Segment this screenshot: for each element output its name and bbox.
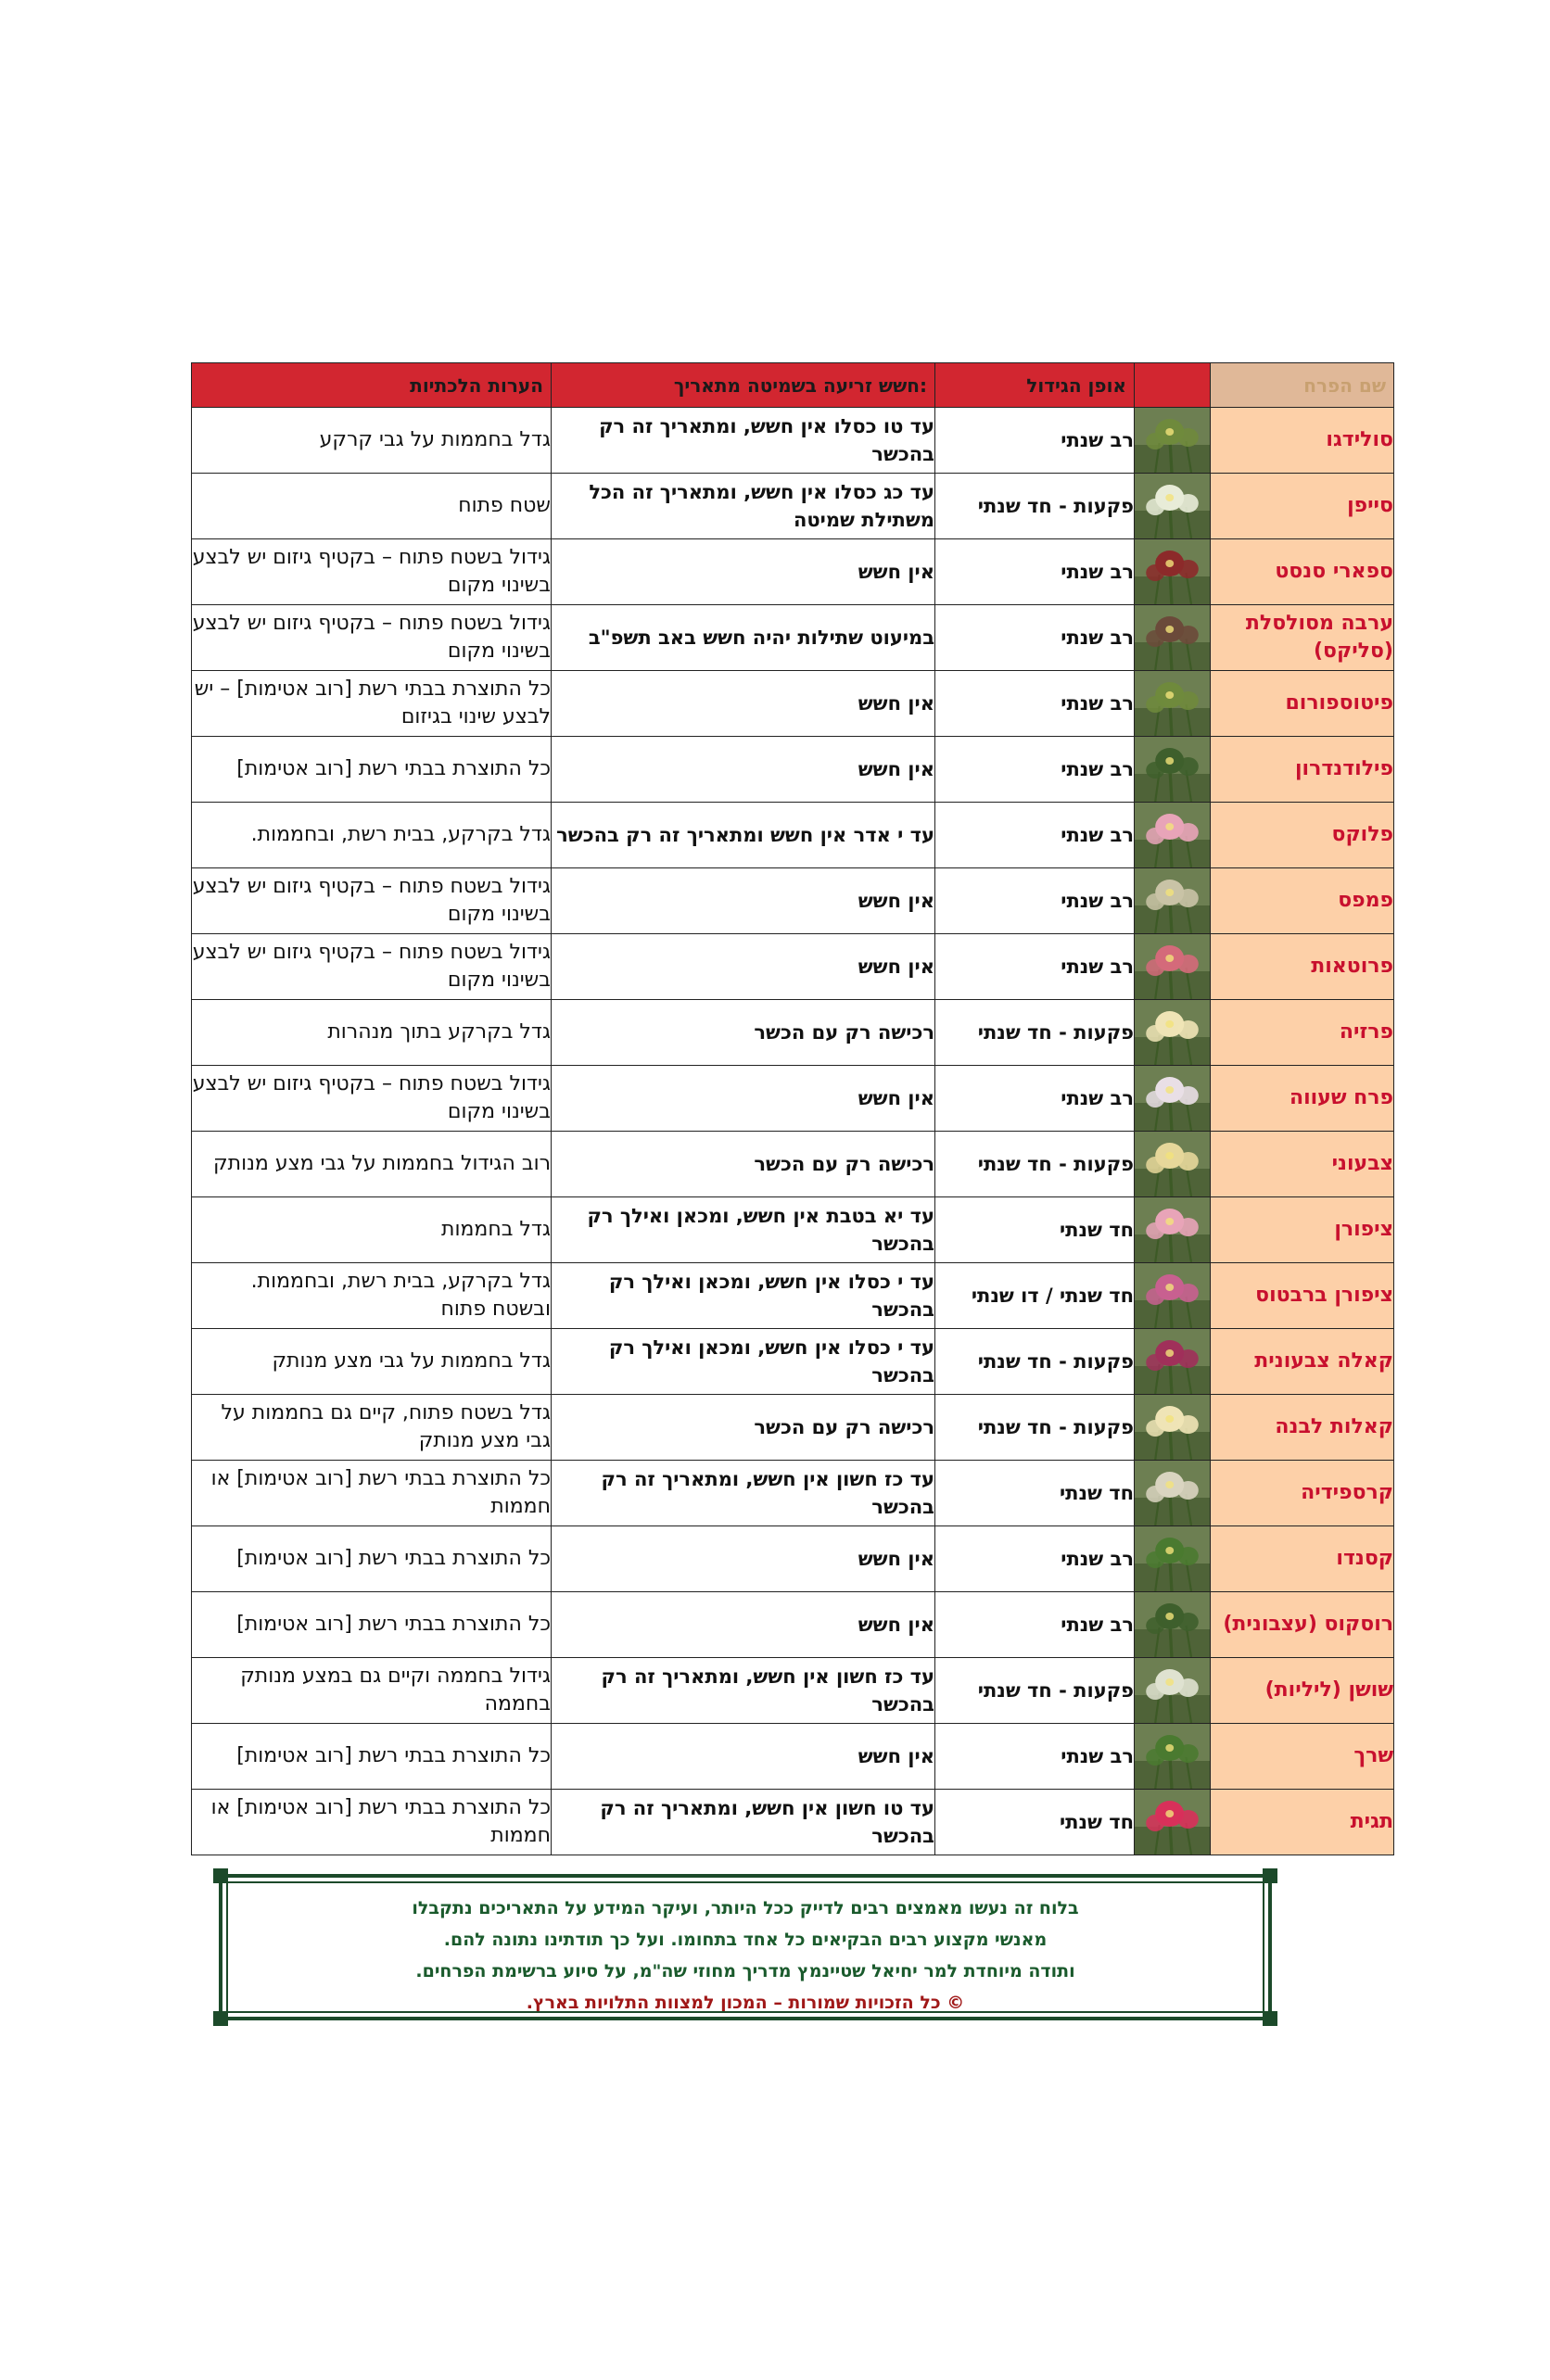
table-row — [192, 934, 1394, 1000]
row-method: חד שנתי — [935, 1197, 1135, 1263]
row-notes: כל התוצרת בבתי רשת [רוב אטימות] — [192, 1592, 552, 1658]
row-risk: עד כג כסלו אין חשש, ומתאריך זה הכל משתילת שמיטה — [552, 474, 935, 539]
row-notes: גדל בחממות — [192, 1197, 552, 1263]
row-image-cell — [1135, 1263, 1211, 1329]
table-row — [192, 1790, 1394, 1855]
row-flower-name: פלוקס — [1211, 803, 1394, 868]
row-method: פקעות - חד שנתי — [935, 1658, 1135, 1724]
row-risk: אין חשש — [552, 539, 935, 605]
table-row — [192, 1263, 1394, 1329]
row-flower-name: רוסקוס (עצבונית) — [1211, 1592, 1394, 1658]
flower-photo — [1135, 737, 1210, 802]
table-row — [192, 605, 1394, 671]
row-risk: אין חשש — [552, 671, 935, 737]
flower-photo — [1135, 1329, 1210, 1394]
flower-photo — [1135, 605, 1210, 670]
flower-photo — [1135, 803, 1210, 867]
row-image-cell — [1135, 1790, 1211, 1855]
table-row — [192, 408, 1394, 474]
row-risk: עד יא בטבת אין חשש, ומכאן ואילך רק בהכשר — [552, 1197, 935, 1263]
row-risk: רכישה רק עם הכשר — [552, 1132, 935, 1197]
row-method: חד שנתי — [935, 1461, 1135, 1526]
flower-photo — [1135, 934, 1210, 999]
flower-photo — [1135, 1592, 1210, 1657]
frame-corner-ornament — [213, 1868, 228, 1883]
row-risk: עד טו חשון אין חשש, ומתאריך זה רק בהכשר — [552, 1790, 935, 1855]
row-risk: רכישה רק עם הכשר — [552, 1395, 935, 1461]
flower-photo — [1135, 1132, 1210, 1196]
row-method: רב שנתי — [935, 605, 1135, 671]
row-image-cell — [1135, 1066, 1211, 1132]
row-image-cell — [1135, 1000, 1211, 1066]
flower-photo — [1135, 474, 1210, 538]
row-image-cell — [1135, 1132, 1211, 1197]
row-risk: עד כז חשון אין חשש, ומתאריך זה רק בהכשר — [552, 1461, 935, 1526]
table-row — [192, 539, 1394, 605]
copyright-line: © כל הזכויות שמורות – המכון למצוות התלויות בארץ. — [526, 1993, 965, 2013]
flower-photo — [1135, 1724, 1210, 1789]
row-image-cell — [1135, 1526, 1211, 1592]
row-image-cell — [1135, 1592, 1211, 1658]
row-notes: כל התוצרת בבתי רשת [רוב אטימות] או חממות — [192, 1461, 552, 1526]
flower-photo — [1135, 868, 1210, 933]
row-image-cell — [1135, 1461, 1211, 1526]
header-notes: הערות הלכתיות — [192, 363, 552, 408]
row-method: חד שנתי / דו שנתי — [935, 1263, 1135, 1329]
row-flower-name: קאלה צבעונית — [1211, 1329, 1394, 1395]
row-notes: גידול בחממה וקיים גם במצע מנותק בחממה — [192, 1658, 552, 1724]
header-method: אופן הגידול — [935, 363, 1135, 408]
table-row — [192, 1592, 1394, 1658]
credits-box — [219, 1874, 1272, 2020]
header-image — [1135, 363, 1211, 408]
row-notes: גדל בשטח פתוח, קיים גם בחממות על גבי מצע מנותק — [192, 1395, 552, 1461]
row-notes: כל התוצרת בבתי רשת [רוב אטימות] — [192, 1526, 552, 1592]
row-image-cell — [1135, 474, 1211, 539]
flower-photo — [1135, 1066, 1210, 1131]
flower-photo — [1135, 1461, 1210, 1525]
row-notes: גידול בשטח פתוח – בקטיף גיזום יש לבצע בשינוי מקום — [192, 934, 552, 1000]
table-row — [192, 474, 1394, 539]
row-method: רב שנתי — [935, 1066, 1135, 1132]
row-notes: גדל בחממות על גבי מצע מנותק — [192, 1329, 552, 1395]
row-method: רב שנתי — [935, 1592, 1135, 1658]
row-method: רב שנתי — [935, 408, 1135, 474]
table-header-row — [192, 363, 1394, 408]
row-image-cell — [1135, 737, 1211, 803]
row-image-cell — [1135, 1724, 1211, 1790]
flower-photo — [1135, 671, 1210, 736]
row-flower-name: ציפורן ברבטוס — [1211, 1263, 1394, 1329]
row-risk: עד י כסלו אין חשש, ומכאן ואילך רק בהכשר — [552, 1329, 935, 1395]
row-notes: גדל בקרקע, בבית רשת, ובחממות. — [192, 803, 552, 868]
row-notes: גידול בשטח פתוח – בקטיף גיזום יש לבצע בשינוי מקום — [192, 539, 552, 605]
row-image-cell — [1135, 934, 1211, 1000]
flower-photo — [1135, 1526, 1210, 1591]
flowers-table — [191, 362, 1394, 1855]
row-method: רב שנתי — [935, 737, 1135, 803]
header-risk: חשש זריעה בשמיטה מתאריך: — [552, 363, 935, 408]
flower-photo — [1135, 1263, 1210, 1328]
row-method: פקעות - חד שנתי — [935, 474, 1135, 539]
row-flower-name: פיטוספורום — [1211, 671, 1394, 737]
row-image-cell — [1135, 1658, 1211, 1724]
row-image-cell — [1135, 671, 1211, 737]
table-row — [192, 868, 1394, 934]
table-row — [192, 1132, 1394, 1197]
row-notes: גידול בשטח פתוח – בקטיף גיזום יש לבצע בשינוי מקום — [192, 868, 552, 934]
row-notes: גידול בשטח פתוח – בקטיף גיזום יש לבצע בשינוי מקום — [192, 605, 552, 671]
table-row — [192, 1197, 1394, 1263]
row-flower-name: שרך — [1211, 1724, 1394, 1790]
row-flower-name: פרוטאות — [1211, 934, 1394, 1000]
row-flower-name: קסנדו — [1211, 1526, 1394, 1592]
row-notes: רוב הגידול בחממות על גבי מצע מנותק — [192, 1132, 552, 1197]
table-row — [192, 1066, 1394, 1132]
row-risk: במיעוט שתילות יהיה חשש באב תשפ"ב — [552, 605, 935, 671]
row-risk: עד י כסלו אין חשש, ומכאן ואילך רק בהכשר — [552, 1263, 935, 1329]
row-flower-name: סולידגו — [1211, 408, 1394, 474]
table-row — [192, 1329, 1394, 1395]
row-flower-name: תגית — [1211, 1790, 1394, 1855]
row-risk: אין חשש — [552, 1724, 935, 1790]
row-risk: אין חשש — [552, 1592, 935, 1658]
frame-corner-ornament — [1263, 1868, 1277, 1883]
table-row — [192, 671, 1394, 737]
table-row — [192, 1724, 1394, 1790]
flower-photo — [1135, 539, 1210, 604]
row-method: רב שנתי — [935, 1526, 1135, 1592]
row-notes: גדל בקרקע, בבית רשת, ובחממות. ובשטח פתוח — [192, 1263, 552, 1329]
flower-photo — [1135, 1000, 1210, 1065]
header-name: שם הפרח — [1211, 363, 1394, 408]
table-row — [192, 1000, 1394, 1066]
row-method: פקעות - חד שנתי — [935, 1000, 1135, 1066]
row-risk: עד כז חשון אין חשש, ומתאריך זה רק בהכשר — [552, 1658, 935, 1724]
row-flower-name: צבעוני — [1211, 1132, 1394, 1197]
row-flower-name: פרזיה — [1211, 1000, 1394, 1066]
row-method: רב שנתי — [935, 803, 1135, 868]
row-notes: כל התוצרת בבתי רשת [רוב אטימות] — [192, 737, 552, 803]
credits-line-3: ותודה מיוחדת למר יחיאל שטיינמץ מדריך מחוזי שה"מ, על סיוע ברשימת הפרחים. — [415, 1961, 1075, 1981]
flower-photo — [1135, 1395, 1210, 1460]
row-flower-name: סייפן — [1211, 474, 1394, 539]
table-row — [192, 1395, 1394, 1461]
row-image-cell — [1135, 1395, 1211, 1461]
row-risk: אין חשש — [552, 737, 935, 803]
row-method: רב שנתי — [935, 1724, 1135, 1790]
row-flower-name: שושן (ליליות) — [1211, 1658, 1394, 1724]
row-notes: גדל בקרקע בתוך מנהרות — [192, 1000, 552, 1066]
row-method: פקעות - חד שנתי — [935, 1395, 1135, 1461]
row-image-cell — [1135, 408, 1211, 474]
frame-corner-ornament — [213, 2011, 228, 2026]
row-notes: כל התוצרת בבתי רשת [רוב אטימות] — [192, 1724, 552, 1790]
flower-photo — [1135, 408, 1210, 473]
row-risk: אין חשש — [552, 934, 935, 1000]
flower-photo — [1135, 1197, 1210, 1262]
row-method: רב שנתי — [935, 539, 1135, 605]
frame-corner-ornament — [1263, 2011, 1277, 2026]
row-flower-name: פרח שעווה — [1211, 1066, 1394, 1132]
row-risk: רכישה רק עם הכשר — [552, 1000, 935, 1066]
row-flower-name: קאלות לבנה — [1211, 1395, 1394, 1461]
row-notes: שטח פתוח — [192, 474, 552, 539]
table-row — [192, 737, 1394, 803]
row-image-cell — [1135, 539, 1211, 605]
table-row — [192, 1658, 1394, 1724]
row-method: פקעות - חד שנתי — [935, 1329, 1135, 1395]
table-row — [192, 1526, 1394, 1592]
row-image-cell — [1135, 868, 1211, 934]
credits-line-2: מאנשי מקצוע רבים הבקיאים כל אחד בתחומו. ועל כך תודתינו נתונה להם. — [443, 1930, 1048, 1950]
row-flower-name: ציפורן — [1211, 1197, 1394, 1263]
row-method: רב שנתי — [935, 671, 1135, 737]
row-risk: עד טו כסלו אין חשש, ומתאריך זה רק בהכשר — [552, 408, 935, 474]
row-flower-name: ספארי סנסט — [1211, 539, 1394, 605]
table-row — [192, 803, 1394, 868]
row-risk: אין חשש — [552, 1066, 935, 1132]
flower-photo — [1135, 1790, 1210, 1855]
row-image-cell — [1135, 803, 1211, 868]
row-risk: עד י אדר אין חשש ומתאריך זה רק בהכשר — [552, 803, 935, 868]
row-flower-name: ערבה מסולסלת (סליקס) — [1211, 605, 1394, 671]
table-row — [192, 1461, 1394, 1526]
row-method: רב שנתי — [935, 868, 1135, 934]
row-notes: גידול בשטח פתוח – בקטיף גיזום יש לבצע בשינוי מקום — [192, 1066, 552, 1132]
row-method: פקעות - חד שנתי — [935, 1132, 1135, 1197]
row-flower-name: קרספידיה — [1211, 1461, 1394, 1526]
row-image-cell — [1135, 1197, 1211, 1263]
row-flower-name: פילודנדרון — [1211, 737, 1394, 803]
row-notes: כל התוצרת בבתי רשת [רוב אטימות] או חממות — [192, 1790, 552, 1855]
row-risk: אין חשש — [552, 1526, 935, 1592]
row-flower-name: פמפס — [1211, 868, 1394, 934]
credits-line-1: בלוח זה נעשו מאמצים רבים לדייק ככל היותר, ועיקר המידע על התאריכים נתקבלו — [412, 1898, 1079, 1918]
row-notes: גדל בחממות על גבי קרקע — [192, 408, 552, 474]
row-risk: אין חשש — [552, 868, 935, 934]
row-image-cell — [1135, 605, 1211, 671]
flower-photo — [1135, 1658, 1210, 1723]
row-method: רב שנתי — [935, 934, 1135, 1000]
row-image-cell — [1135, 1329, 1211, 1395]
row-notes: כל התוצרת בבתי רשת [רוב אטימות] – יש לבצע שינוי בגיזום — [192, 671, 552, 737]
row-method: חד שנתי — [935, 1790, 1135, 1855]
